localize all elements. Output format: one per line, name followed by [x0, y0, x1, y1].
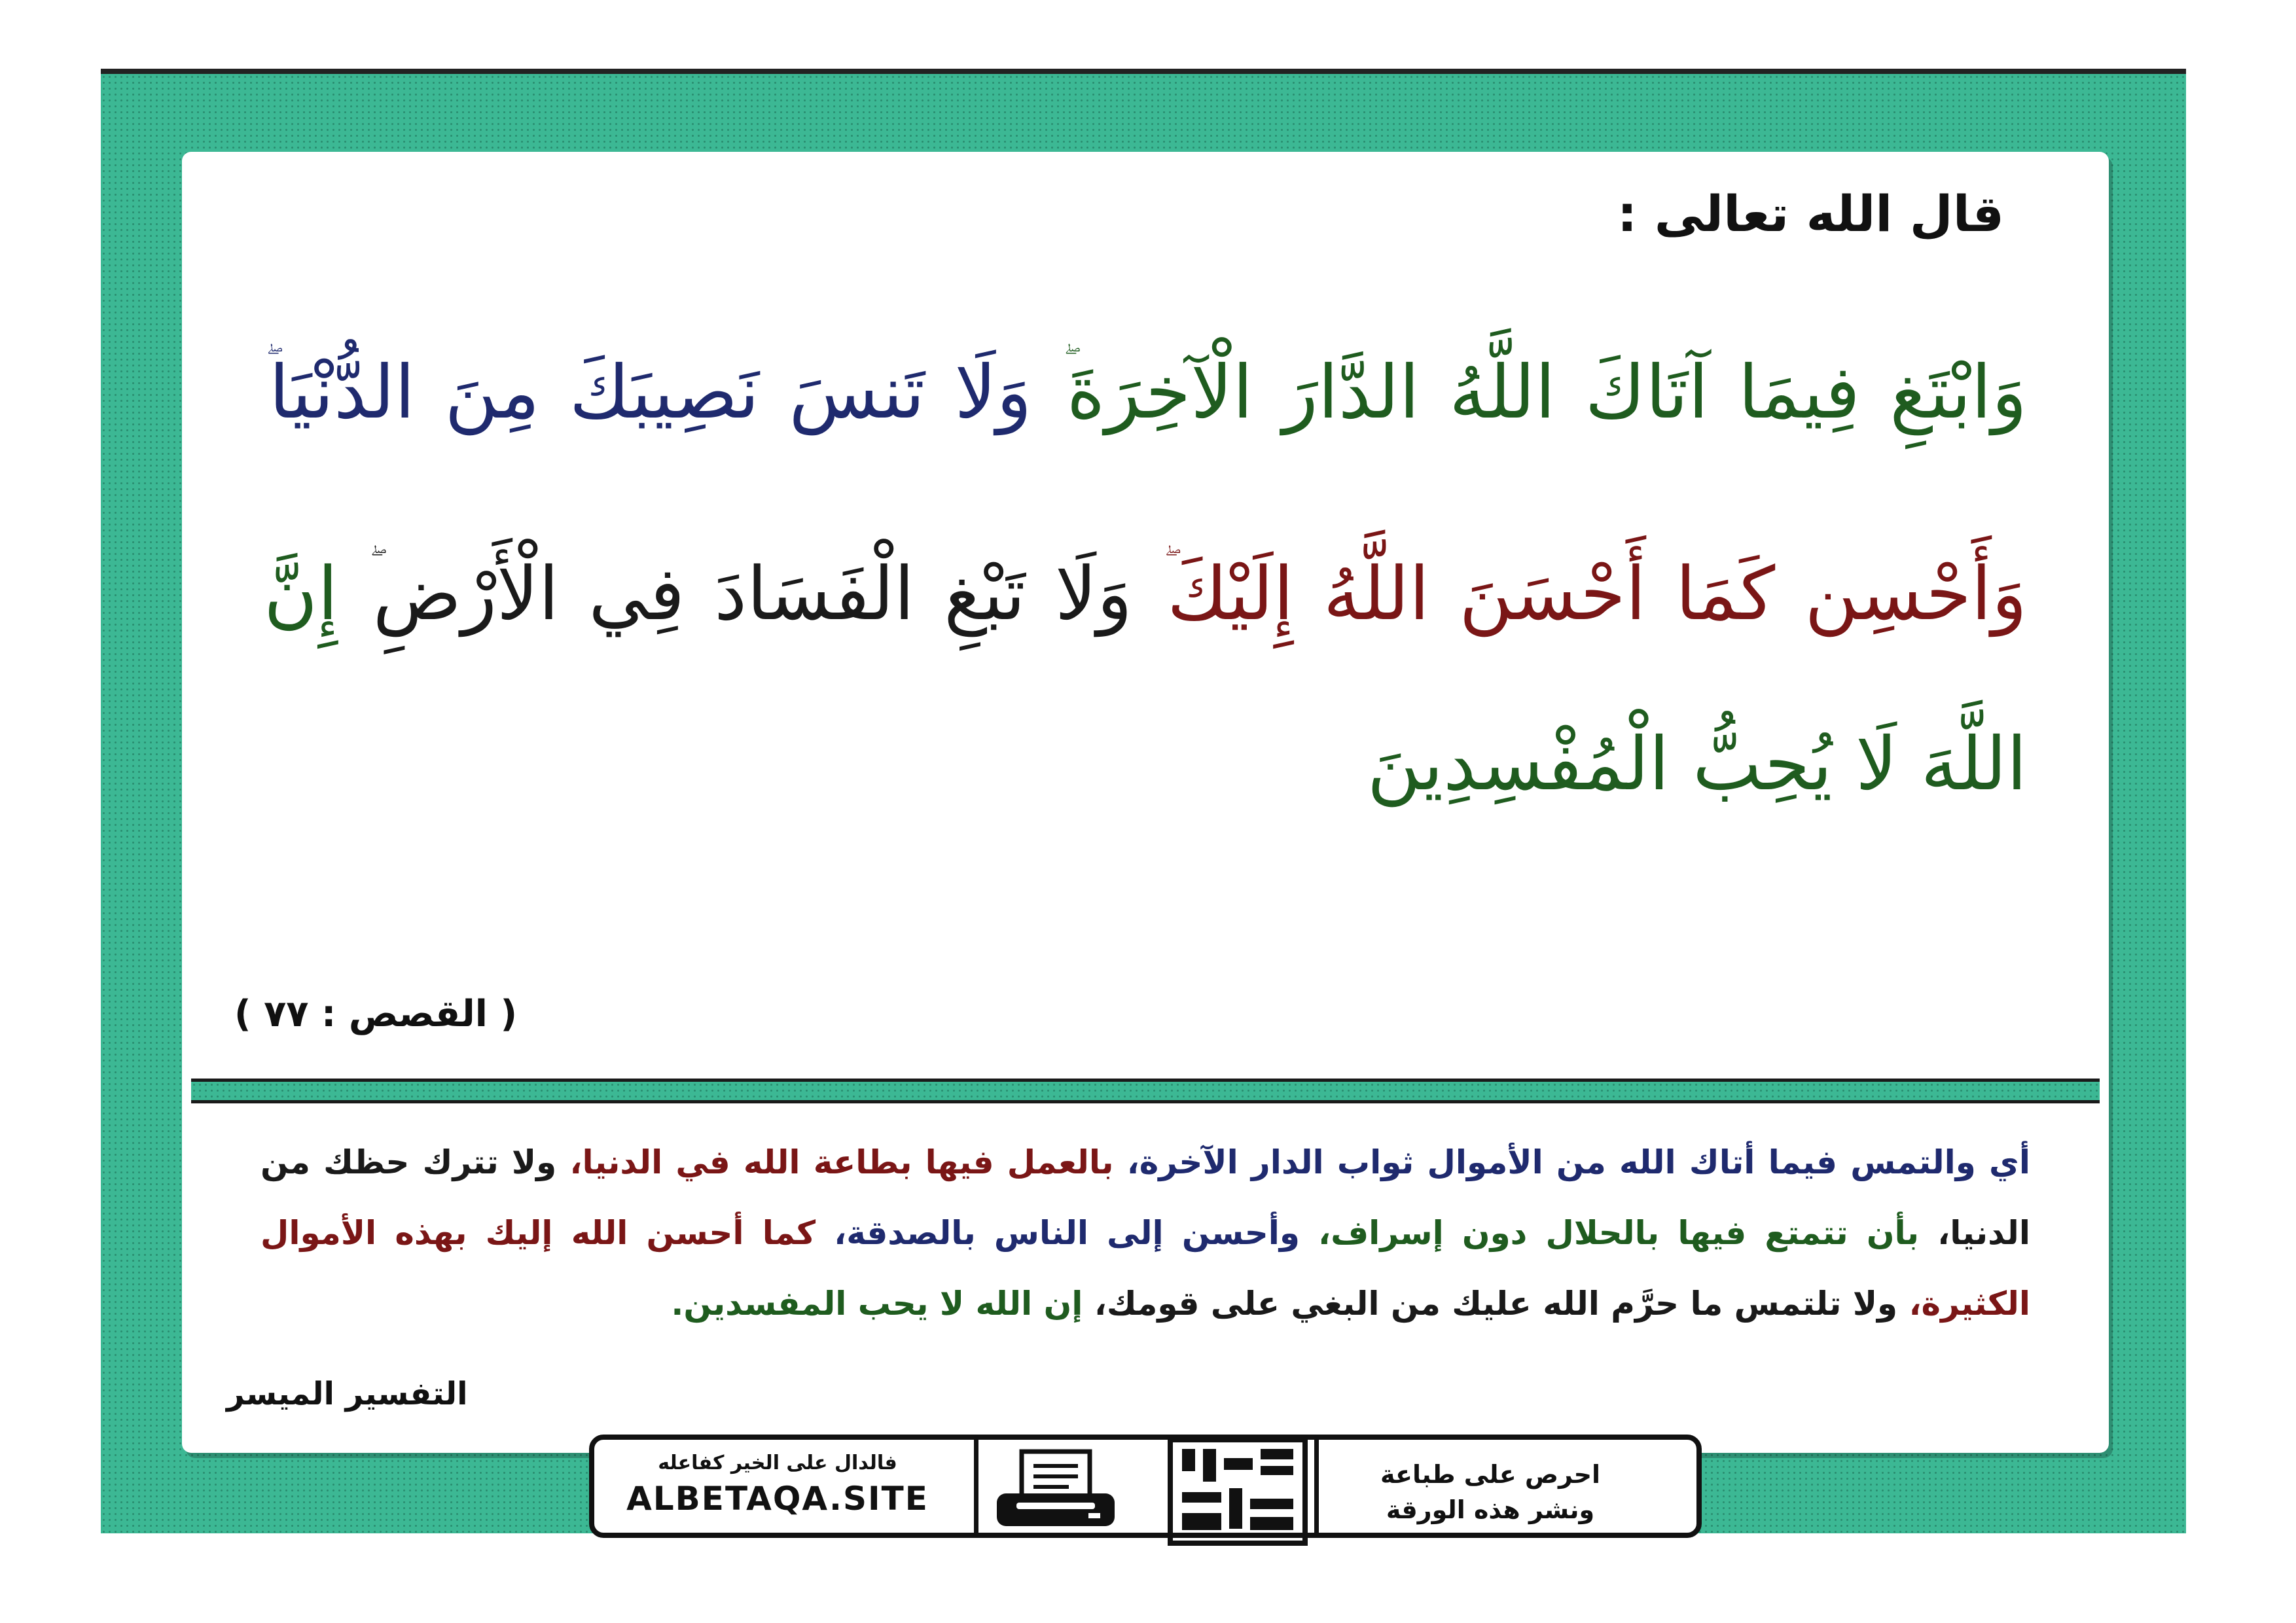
tafsir-text [260, 1127, 2030, 1339]
footer-banner [589, 1435, 1702, 1538]
tafsir-segment-7: ولا تلتمس ما حرَّم الله عليك من البغي على قومك، [1094, 1285, 1898, 1323]
verse-reference: ( القصص : ٧٧ ) [234, 993, 518, 1035]
verse-segment-2: وَلَا تَنسَ نَصِيبَكَ مِنَ الدُّنْيَا [269, 350, 1032, 435]
tafsir-source: التفسير الميسر [226, 1376, 468, 1412]
site-link[interactable]: ALBETAQA.SITE [626, 1480, 929, 1518]
tafsir-segment-8: إن الله لا يحب المفسدين. [671, 1285, 1083, 1323]
content-card [182, 152, 2109, 1453]
appeal-line-1: احرص على طباعة [1380, 1460, 1601, 1489]
tafsir-segment-1: أي والتمس فيما أتاك الله من الأموال ثواب الدار الآخرة، [1126, 1143, 2030, 1181]
verse-segment-1: وَابْتَغِ فِيمَا آتَاكَ اللَّهُ الدَّارَ الْآخِرَةَ [1066, 350, 2028, 435]
banner-slogan: فالدال على الخير كفاعله [658, 1452, 897, 1474]
tafsir-segment-4: بأن تتمتع فيها بالحلال دون إسراف، [1318, 1214, 1920, 1252]
banner-appeal [1350, 1457, 1631, 1527]
tafsir-segment-6: كما أحسن الله إليك بهذه الأموال الكثيرة، [260, 1214, 2030, 1323]
printer-icon [990, 1448, 1121, 1533]
quran-verse [264, 276, 2027, 849]
heading: قال الله تعالى : [1617, 185, 2004, 243]
brand-logo [1164, 1436, 1314, 1547]
banner-site-block [614, 1452, 941, 1518]
verse-segment-4: وَلَا تَبْغِ الْفَسَادَ فِي الْأَرْضِ [372, 552, 1132, 637]
tafsir-segment-5: وأحسن إلى الناس بالصدقة، [834, 1214, 1300, 1252]
tafsir-segment-2: بالعمل فيها بطاعة الله في الدنيا، [569, 1143, 1114, 1181]
top-rule [101, 69, 2186, 74]
verse-segment-5: إِنَّ اللَّهَ لَا يُحِبُّ الْمُفْسِدِينَ [264, 552, 2027, 807]
section-divider [191, 1079, 2100, 1103]
appeal-line-2: ونشر هذه الورقة [1386, 1495, 1595, 1524]
verse-segment-3: وَأَحْسِن كَمَا أَحْسَنَ اللَّهُ إِلَيْكَ [1167, 552, 2028, 637]
tafsir-segment-3: ولا تترك حظك من الدنيا، [260, 1143, 2030, 1252]
banner-separator [974, 1440, 978, 1533]
banner-separator [1314, 1440, 1319, 1533]
